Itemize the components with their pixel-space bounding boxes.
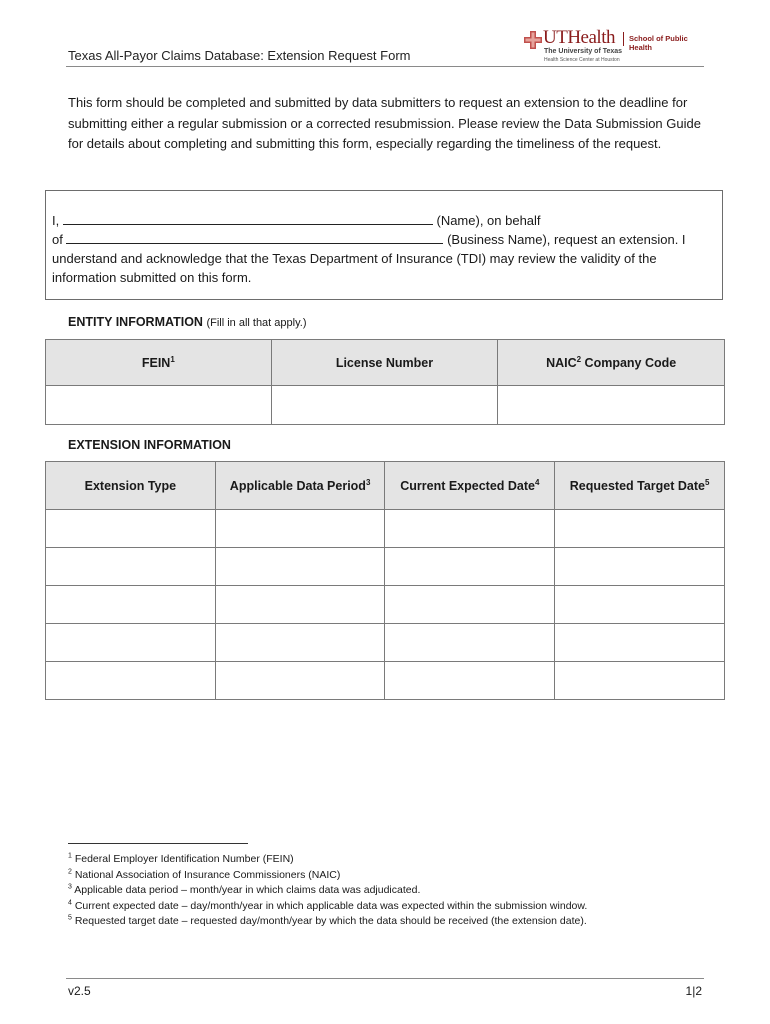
ack-line-3: understand and acknowledge that the Texas Department of Insurance (TDI) may review the validity of the: [52, 251, 657, 266]
expected-date-cell[interactable]: [385, 548, 555, 586]
target-date-cell[interactable]: [555, 624, 725, 662]
cross-logo-icon: [524, 31, 542, 49]
extension-type-cell[interactable]: [46, 662, 216, 700]
version-label: v2.5: [68, 984, 91, 998]
target-date-header: Requested Target Date$^5$: [555, 462, 725, 510]
page-header: [66, 27, 704, 67]
fein-cell[interactable]: [46, 386, 272, 425]
extension-header-row: [46, 462, 725, 510]
data-period-cell[interactable]: [215, 624, 385, 662]
extension-section-title: EXTENSION INFORMATION: [68, 438, 231, 452]
data-period-cell[interactable]: [215, 662, 385, 700]
data-period-cell[interactable]: [215, 510, 385, 548]
expected-date-header: Current Expected Date$^4$: [385, 462, 555, 510]
logo-school: School of Public Health: [629, 34, 688, 52]
extension-type-cell[interactable]: [46, 548, 216, 586]
expected-date-cell[interactable]: [385, 586, 555, 624]
extension-type-header: Extension Type: [46, 462, 216, 510]
expected-date-cell[interactable]: [385, 624, 555, 662]
extension-type-cell[interactable]: [46, 624, 216, 662]
naic-code-cell[interactable]: [498, 386, 725, 425]
page-footer: [66, 978, 704, 998]
extension-table: [45, 461, 725, 700]
entity-input-row: [46, 386, 725, 425]
extension-type-cell[interactable]: [46, 510, 216, 548]
ack-name-line: I, (Name), on behalf: [52, 213, 541, 228]
expected-date-cell[interactable]: [385, 510, 555, 548]
footnote-2: $^2$ National Association of Insurance Commissioners (NAIC): [68, 868, 341, 881]
logo-university: The University of Texas: [544, 48, 623, 55]
ack-business-line: of (Business Name), request an extension. I: [52, 232, 686, 247]
data-period-cell[interactable]: [215, 586, 385, 624]
document-title: Texas All-Payor Claims Database: Extension Request Form: [68, 48, 411, 63]
footnote-5: $^5$ Requested target date – requested day/month/year by which the data should be received (the extension date).: [68, 914, 587, 928]
footnote-1: $^1$ Federal Employer Identification Number (FEIN): [68, 852, 294, 865]
logo-center: Health Science Center at Houston: [544, 57, 620, 63]
intro-paragraph: This form should be completed and submitted by data submitters to request an extension to the deadline for submitting either a regular submission or a corrected resubmission. Please review the Data Submission Guide for details about completing and submitting this form, especially regarding the timeliness of the request.: [68, 95, 701, 151]
page-number: 1|2: [685, 984, 702, 998]
logo-brand: UTHealth: [543, 27, 615, 48]
entity-section-title: ENTITY INFORMATION (Fill in all that apply.): [68, 315, 307, 329]
naic-company-code-header: NAIC$^2$ Company Code: [498, 340, 725, 386]
table-row: [46, 586, 725, 624]
table-row: [46, 510, 725, 548]
target-date-cell[interactable]: [555, 586, 725, 624]
target-date-cell[interactable]: [555, 662, 725, 700]
extension-type-cell[interactable]: [46, 586, 216, 624]
footnote-3: $^3$ Applicable data period – month/year in which claims data was adjudicated.: [68, 883, 421, 897]
license-number-cell[interactable]: [271, 386, 498, 425]
ack-line-4: information submitted on this form.: [52, 270, 252, 285]
acknowledgement-box: [45, 190, 723, 300]
entity-header-row: [46, 340, 725, 386]
table-row: [46, 624, 725, 662]
entity-section-note: (Fill in all that apply.): [206, 317, 307, 329]
footnote-divider: [68, 843, 248, 844]
target-date-cell[interactable]: [555, 510, 725, 548]
fein-header: FEIN$^1$: [46, 340, 272, 386]
entity-table: [45, 339, 725, 425]
footnote-4: $^4$ Current expected date – day/month/year in which applicable data was expected within the submission window.: [68, 899, 588, 912]
name-field[interactable]: [63, 211, 433, 225]
table-row: [46, 662, 725, 700]
expected-date-cell[interactable]: [385, 662, 555, 700]
data-period-header: Applicable Data Period$^3$: [215, 462, 385, 510]
data-period-cell[interactable]: [215, 548, 385, 586]
uthealth-logo: [524, 27, 704, 64]
target-date-cell[interactable]: [555, 548, 725, 586]
license-number-header: License Number: [271, 340, 498, 386]
footnotes: [68, 852, 587, 930]
table-row: [46, 548, 725, 586]
logo-separator: [623, 32, 624, 46]
business-name-field[interactable]: [66, 230, 443, 244]
